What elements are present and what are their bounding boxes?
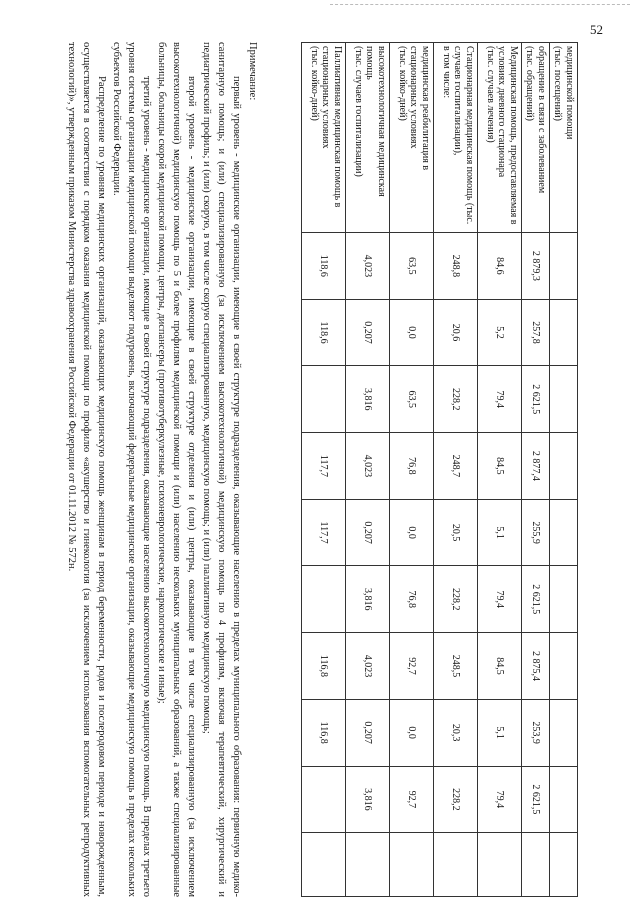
table-cell: 253,9: [522, 699, 550, 766]
table-row: [550, 43, 578, 897]
table-cell: 2 621,5: [522, 566, 550, 633]
row-label: обращение в связи с заболеванием (тыс. обращений): [522, 43, 550, 233]
table-cell: 3,816: [346, 766, 390, 833]
table-cell: 0,207: [346, 499, 390, 566]
table-cell: 76,8: [390, 433, 434, 500]
table-cell: 257,8: [522, 299, 550, 366]
table-cell: 0,207: [346, 299, 390, 366]
rotated-page-content: [48, 42, 578, 897]
note-paragraph-2: второй уровень - медицинские организации, имеющие в своей структуре отделения и (или) центры, оказывающие в том числе специализированную (за исключением высокотехнологичной) медицинскую помощь по 5 и более профилям медицинской помощи и (или) населению нескольких муниципальных образований, а также специализированные больницы, больницы скорой медицинской помощи, центры, диспансеры (противотуберкулезные, психоневрологические, наркологические и иные);: [156, 42, 197, 897]
table-cell: 118,6: [302, 299, 346, 366]
table-cell: 76,8: [390, 566, 434, 633]
table-cell: 79,4: [478, 566, 522, 633]
table-cell: [550, 233, 578, 300]
table-body: [302, 43, 578, 897]
table-cell: 63,5: [390, 366, 434, 433]
row-label: Стационарная медицинская помощь (тыс. случаев госпитализации), в том числе:: [434, 43, 478, 233]
table-cell: 4,023: [346, 433, 390, 500]
page-number: 52: [590, 22, 603, 37]
table-cell: 3,816: [346, 366, 390, 433]
table-cell: 4,023: [346, 633, 390, 700]
table-cell: [434, 833, 478, 897]
row-label: медицинская реабилитация в стационарных условиях (тыс. койко-дней): [390, 43, 434, 233]
table-cell: [302, 766, 346, 833]
table-cell: 84,5: [478, 633, 522, 700]
table-cell: 116,8: [302, 699, 346, 766]
table-cell: [302, 566, 346, 633]
notes-section: [64, 42, 260, 897]
table-cell: [550, 699, 578, 766]
table-cell: 20,6: [434, 299, 478, 366]
table-cell: 4,023: [346, 233, 390, 300]
table-cell: 63,5: [390, 233, 434, 300]
table-row: [390, 43, 434, 897]
table-cell: 2 879,3: [522, 233, 550, 300]
table-cell: 2 875,4: [522, 633, 550, 700]
table-cell: 255,9: [522, 499, 550, 566]
note-paragraph-3: третий уровень - медицинские организации, имеющие в своей структуре подразделения, оказывающие населению высокотехнологичную медицинскую помощь. В пределах третьего уровня системы организации медицинской помощи выделяют подуровень, включающий федеральные медицинские организации, оказывающие медицинскую помощь в пределах нескольких субъектов Российской Федерации.: [111, 42, 152, 897]
table-cell: 2 621,5: [522, 766, 550, 833]
table-cell: 248,5: [434, 633, 478, 700]
table-row: [522, 43, 550, 897]
table-cell: [522, 833, 550, 897]
table-cell: 0,0: [390, 299, 434, 366]
table-cell: 248,8: [434, 233, 478, 300]
table-cell: 79,4: [478, 766, 522, 833]
table-cell: [302, 366, 346, 433]
table-cell: 0,0: [390, 499, 434, 566]
table-cell: 228,2: [434, 766, 478, 833]
table-cell: [346, 833, 390, 897]
table-cell: [302, 833, 346, 897]
table-cell: [478, 833, 522, 897]
notes-title: Примечание:: [247, 42, 258, 101]
row-label: Паллиативная медицинская помощь в стационарных условиях (тыс. койко-дней): [302, 43, 346, 233]
table-cell: 79,4: [478, 366, 522, 433]
table-cell: 2 621,5: [522, 366, 550, 433]
table-cell: 0,207: [346, 699, 390, 766]
table-cell: [550, 499, 578, 566]
row-label: высокотехнологичная медицинская помощь (тыс. случаев госпитализации): [346, 43, 390, 233]
table-cell: 92,7: [390, 766, 434, 833]
table-cell: 228,2: [434, 566, 478, 633]
table-cell: 5,2: [478, 299, 522, 366]
table-cell: [550, 366, 578, 433]
volumes-table: [301, 42, 578, 897]
table-cell: 20,5: [434, 499, 478, 566]
table-cell: 0,0: [390, 699, 434, 766]
table-row: [302, 43, 346, 897]
table-cell: 228,2: [434, 366, 478, 433]
table-cell: [550, 633, 578, 700]
table-cell: 84,6: [478, 233, 522, 300]
table-cell: 3,816: [346, 566, 390, 633]
table-row: [434, 43, 478, 897]
table-row: [478, 43, 522, 897]
table-cell: 117,7: [302, 433, 346, 500]
table-cell: 84,5: [478, 433, 522, 500]
table-cell: [550, 433, 578, 500]
row-label: Медицинская помощь, предоставляемая в условиях дневного стационара (тыс. случаев лечения): [478, 43, 522, 233]
table-cell: [550, 833, 578, 897]
table-cell: [390, 833, 434, 897]
table-cell: 5,1: [478, 499, 522, 566]
table-row: [346, 43, 390, 897]
table-cell: [550, 299, 578, 366]
table-cell: 5,1: [478, 699, 522, 766]
note-paragraph-1: первый уровень - медицинские организации, имеющие в своей структуре подразделения, оказывающие населению в пределах муниципального образования: первичную медико-санитарную помощь; и (или) специализированную (за исключением высокотехнологичной) медицинскую помощь по 4 профилям, включая терапевтический, хирургический и педиатрический профиль; и (или) скорую, в том числе скорую специализированную, медицинскую помощь; и (или) паллиативную медицинскую помощь;: [201, 42, 242, 897]
table-cell: 92,7: [390, 633, 434, 700]
table-cell: 118,6: [302, 233, 346, 300]
table-cell: [550, 566, 578, 633]
table-cell: 116,8: [302, 633, 346, 700]
table-cell: 20,3: [434, 699, 478, 766]
table-cell: 2 877,4: [522, 433, 550, 500]
scan-edge-dash: [330, 4, 630, 5]
note-paragraph-4: Распределение по уровням медицинских организаций, оказывающих медицинскую помощь женщинам в период беременности, родов и послеродовом периоде и новорожденным, осуществляется в соответствии с порядком оказания медицинской помощи по профилю «акушерство и гинекология (за исключением использования вспомогательных репродуктивных технологий)», утвержденным приказом Министерства здравоохранения Российской Федерации от 01.11.2012 № 572н.: [66, 42, 107, 897]
table-cell: 117,7: [302, 499, 346, 566]
row-label: медицинской помощи (тыс. посещений): [550, 43, 578, 233]
table-cell: [550, 766, 578, 833]
table-cell: 248,7: [434, 433, 478, 500]
